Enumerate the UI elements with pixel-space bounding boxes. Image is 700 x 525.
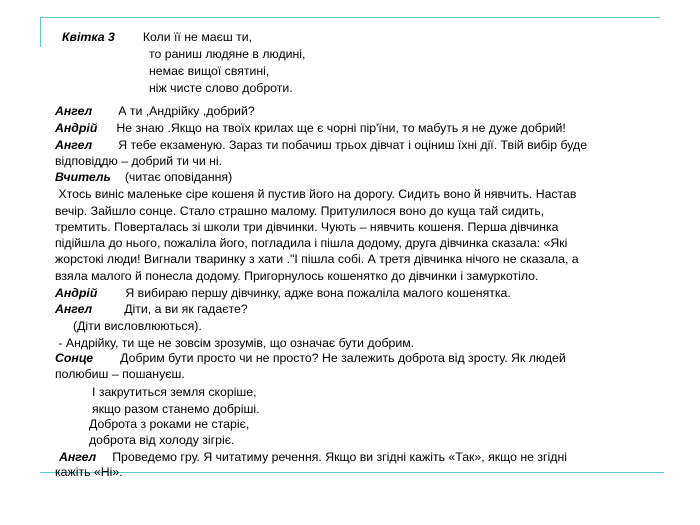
- poem-line-1: [62, 29, 252, 46]
- speaker-andriy: Андрій: [55, 121, 98, 135]
- dialogue-text: Діти, а ви як гадаєте?: [124, 302, 248, 316]
- verse-line-2: якщо разом станемо добріші.: [92, 402, 260, 416]
- dialogue-text: Добрим бути просто чи не просто? Не залежить доброта від зросту. Як людей: [120, 351, 566, 365]
- speaker-kvitka: Квітка 3: [62, 30, 115, 44]
- left-rule: [40, 17, 41, 47]
- dialogue-sonce: [55, 350, 566, 367]
- poem-line-4: ніж чисте слово доброти.: [149, 81, 293, 95]
- stage-note: (читає оповідання): [124, 170, 233, 184]
- bottom-rule: [40, 472, 664, 473]
- dialogue-angel-2-cont: відповіддю – добрий ти чи ні.: [55, 154, 223, 168]
- story-line-4: підійшла до нього, пожаліла його, погладила і пішла додому, друга дівчинка сказала: «Які: [55, 236, 568, 250]
- dialogue-andriy-1: [55, 120, 566, 137]
- speaker-teacher: Вчитель: [55, 170, 111, 184]
- dialogue-angel-1: [55, 103, 255, 120]
- speaker-andriy: Андрій: [55, 286, 98, 300]
- verse-line-3: Доброта з роками не старіє,: [89, 417, 250, 431]
- story-line-5: жорстокі люди! Вигнали тваринку з хати ."І пішла собі. А третя дівчинка нічого не сказала, а: [55, 252, 579, 266]
- poem-line-2: то раниш людяне в людині,: [149, 47, 306, 61]
- dialogue-teacher: [55, 169, 232, 186]
- dialogue-angel-2: [55, 137, 587, 154]
- dialogue-andriy-2: [55, 285, 511, 302]
- dialogue-text: Не знаю .Якщо на твоїх крилах ще є чорні пір'їни, то мабуть я не дуже добрий!: [116, 121, 566, 135]
- dialogue-text: Я вибираю першу дівчинку, адже вона пожаліла малого кошенятка.: [125, 286, 511, 300]
- dialogue-text: Я тебе екзаменую. Зараз ти побачиш трьох дівчат і оціниш їхні дії. Твій вибір буде: [118, 138, 588, 152]
- dialogue-angel-3: [55, 301, 248, 318]
- top-rule: [40, 17, 660, 18]
- dialogue-sonce-cont: полюбиш – пошануєш.: [55, 367, 185, 381]
- poem-line-3: немає вищої святині,: [149, 64, 270, 78]
- story-line-2: вечір. Зайшло сонце. Стало страшно малому. Притулилося воно до куща тай сидить,: [55, 204, 545, 218]
- speaker-angel: Ангел: [55, 138, 93, 152]
- story-line-6: взяла малого й понесла додому. Пригорнулось кошенятко до дівчинки і замуркотіло.: [55, 269, 539, 283]
- speaker-angel: Ангел: [55, 302, 93, 316]
- stage-note-children: (Діти висловлюються).: [73, 319, 202, 333]
- dialogue-text: А ти ,Андрійку ,добрий?: [118, 104, 255, 118]
- poem-text: Коли її не маєш ти,: [142, 30, 253, 44]
- speaker-angel: Ангел: [55, 104, 93, 118]
- dialogue-text: Проведемо гру. Я читатиму речення. Якщо ви згідні кажіть «Так», якщо не згідні: [112, 450, 567, 464]
- dialogue-line: - Андрійку, ти ще не зовсім зрозумів, що означає бути добрим.: [55, 336, 415, 350]
- verse-line-4: доброта від холоду зігріє.: [89, 433, 235, 447]
- speaker-sonce: Сонце: [55, 351, 94, 365]
- story-line-1: Хтось виніс маленьке сіре кошеня й пустив його на дорогу. Сидить воно й нявчить. Настав: [55, 187, 577, 201]
- dialogue-angel-4-cont: кажіть «Ні».: [55, 465, 123, 479]
- speaker-angel: Ангел: [59, 450, 97, 464]
- story-line-3: тремтить. Поверталась зі школи три дівчинки. Чують – нявчить кошеня. Перша дівчинка: [55, 220, 559, 234]
- verse-line-1: І закрутиться земля скоріше,: [92, 385, 257, 399]
- dialogue-angel-4: [59, 449, 567, 466]
